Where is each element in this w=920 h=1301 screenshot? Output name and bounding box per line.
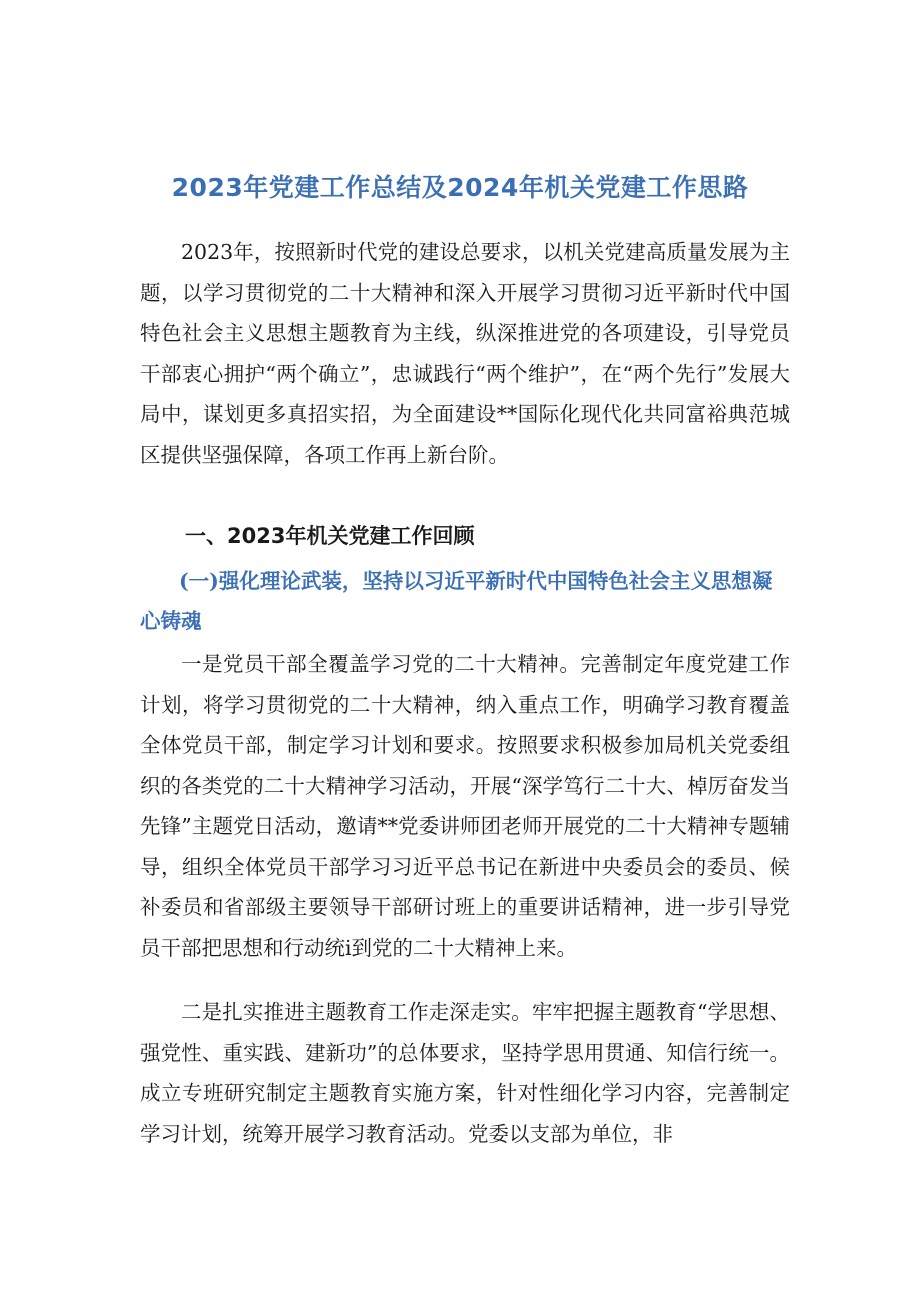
document-title: 2023年党建工作总结及2024年机关党建工作思路 <box>171 173 749 202</box>
intro-paragraph: 2023年，按照新时代党的建设总要求，以机关党建高质量发展为主题，以学习贯彻党的二十大精神和深入开展学习贯彻习近平新时代中国特色社会主义思想主题教育为主线，纵深推进党的各项建设，引导党员干部衷心拥护“两个确立”，忠诚践行“两个维护”，在“两个先行”发展大局中，谋划更多真招实招，为全面建设**国际化现代化共同富裕典范城区提供坚强保障，各项工作再上新台阶。 <box>140 240 790 467</box>
paragraph-theme-education: 二是扎实推进主题教育工作走深走实。牢牢把握主题教育“学思想、强党性、重实践、建新功”的总体要求，坚持学思用贯通、知信行统一。成立专班研究制定主题教育实施方案，针对性细化学习内容，完善制定学习计划，统筹开展学习教育活动。党委以支部为单位，非 <box>140 1000 790 1146</box>
subsection-heading-theory: (一)强化理论武装，坚持以习近平新时代中国特色社会主义思想凝心铸魂 <box>140 569 773 633</box>
paragraph-study-twentieth-congress: 一是党员干部全覆盖学习党的二十大精神。完善制定年度党建工作计划，将学习贯彻党的二十大精神，纳入重点工作，明确学习教育覆盖全体党员干部，制定学习计划和要求。按照要求积极参加局机关党委组织的各类党的二十大精神学习活动，开展“深学笃行二十大、棹厉奋发当先锋”主题党日活动，邀请**党委讲师团老师开展党的二十大精神专题辅导，组织全体党员干部学习习近平总书记在新进中央委员会的委员、候补委员和省部级主要领导干部研讨班上的重要讲话精神，进一步引导党员干部把思想和行动统i到党的二十大精神上来。 <box>140 652 790 960</box>
section-heading-review: 一、2023年机关党建工作回顾 <box>185 524 475 548</box>
